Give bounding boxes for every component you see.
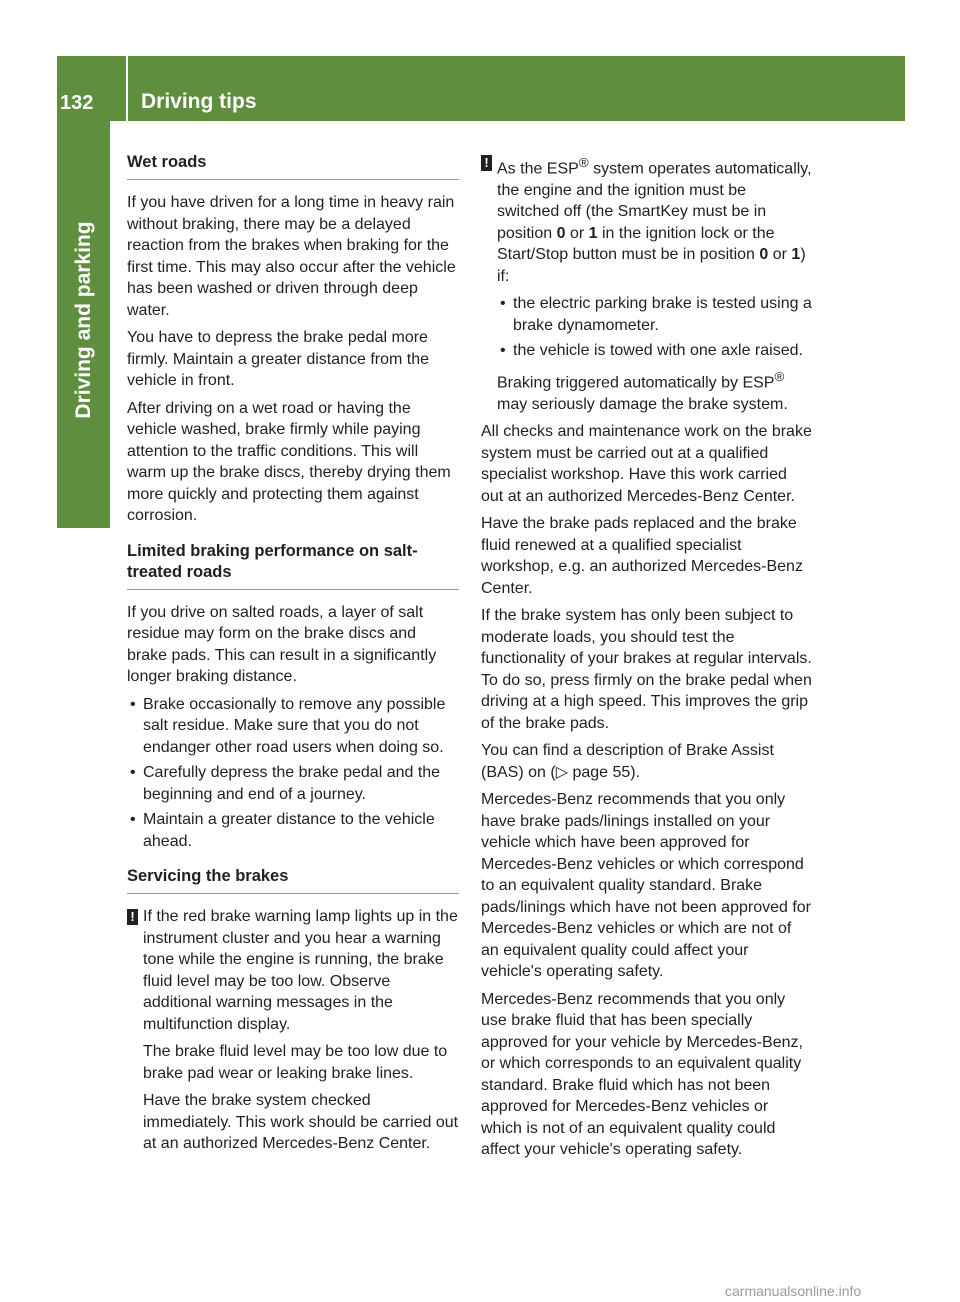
paragraph: Have the brake pads replaced and the brake fluid renewed at a qualified specialist workshop, e.g. an authorized Mercedes-Benz Center. xyxy=(481,515,803,597)
heading-servicing: Servicing the brakes xyxy=(127,866,459,894)
warning-block xyxy=(127,906,459,1155)
registered-mark: ® xyxy=(774,368,785,384)
warning-text: Have the brake system checked immediately. This work should be carried out at an authorized Mercedes-Benz Center. xyxy=(143,1092,459,1152)
warning-icon: ! xyxy=(127,909,138,925)
side-tab-label: Driving and parking xyxy=(72,221,95,419)
warning-block xyxy=(481,152,812,415)
page-reference-link[interactable]: page 55). xyxy=(568,763,641,781)
section-title: Driving tips xyxy=(141,90,257,113)
list-item: • the vehicle is towed with one axle raised. xyxy=(497,340,812,362)
paragraph: If you drive on salted roads, a layer of salt residue may form on the brake discs and brake pads. This can result in a significantly longer braking distance. xyxy=(127,603,437,685)
list-item: • Brake occasionally to remove any possible salt residue. Make sure that you do not endanger other road users when doing so. xyxy=(127,694,459,759)
left-column xyxy=(127,152,459,1161)
warning-text: The brake fluid level may be too low due to brake pad wear or leaking brake lines. xyxy=(143,1043,448,1082)
page-reference-arrow-icon: ▷ xyxy=(555,763,568,781)
watermark: carmanualsonline.info xyxy=(725,1283,862,1299)
heading-salt-roads: Limited braking performance on salt-treated roads xyxy=(127,541,459,590)
bullet-list xyxy=(127,694,459,853)
warning-icon: ! xyxy=(481,155,492,171)
paragraph: Mercedes-Benz recommends that you only use brake fluid that has been specially approved for your vehicle by Mercedes-Benz, or which corresponds to an equivalent quality standard. Brake fluid which has not been approved for Mercedes-Benz vehicles or which is not of an equivalent quality could affect your vehicle's operating safety. xyxy=(481,990,803,1159)
warning-text: If the red brake warning lamp lights up in the instrument cluster and you hear a warning tone while the engine is running, the brake fluid level may be too low. Observe additional warning messages in the multifunction display. xyxy=(143,908,458,1033)
paragraph: All checks and maintenance work on the brake system must be carried out at a qualified specialist workshop. Have this work carried out at an authorized Mercedes-Benz Center. xyxy=(481,423,812,505)
page-number: 132 xyxy=(60,92,94,114)
paragraph: If you have driven for a long time in heavy rain without braking, there may be a delayed reaction from the brakes when braking for the first time. This may also occur after the vehicle has been washed or driven through deep water. xyxy=(127,194,456,319)
paragraph: After driving on a wet road or having the vehicle washed, brake firmly while paying attention to the traffic conditions. This will warm up the brake discs, thereby drying them more quickly and protecting them against corrosion. xyxy=(127,399,451,524)
paragraph: If the brake system has only been subject to moderate loads, you should test the functionality of your brakes at regular intervals. To do so, press firmly on the brake pedal when driving at a high speed. This improves the grip of the brake pads. xyxy=(481,607,812,732)
paragraph: You have to depress the brake pedal more firmly. Maintain a greater distance from the vehicle in front. xyxy=(127,329,430,389)
registered-mark: ® xyxy=(578,155,589,170)
paragraph: Mercedes-Benz recommends that you only have brake pads/linings installed on your vehicle which have been approved for Mercedes-Benz vehicles or which correspond to an equivalent quality standard. Brake pads/linings which have not been approved for Mercedes-Benz vehicles or which are not of an equivalent quality could affect your vehicle's operating safety. xyxy=(481,791,811,981)
list-item: • Maintain a greater distance to the vehicle ahead. xyxy=(127,809,459,852)
list-item: • Carefully depress the brake pedal and the beginning and end of a journey. xyxy=(127,762,459,805)
bullet-list xyxy=(497,293,812,362)
heading-wet-roads: Wet roads xyxy=(127,152,459,180)
header-divider xyxy=(126,56,128,121)
warning-text: Braking triggered automatically by ESP® may seriously damage the brake system. xyxy=(497,368,788,413)
warning-text: As the ESP® system operates automatically, the engine and the ignition must be switched off (the SmartKey must be in position 0 or 1 in the ignition lock or the Start/Stop button must be in position 0 or 1) if: xyxy=(497,155,812,285)
paragraph: You can find a description of Brake Assist (BAS) on (▷ page 55). xyxy=(481,742,774,781)
right-column xyxy=(481,152,812,1167)
list-item: • the electric parking brake is tested using a brake dynamometer. xyxy=(497,293,812,336)
